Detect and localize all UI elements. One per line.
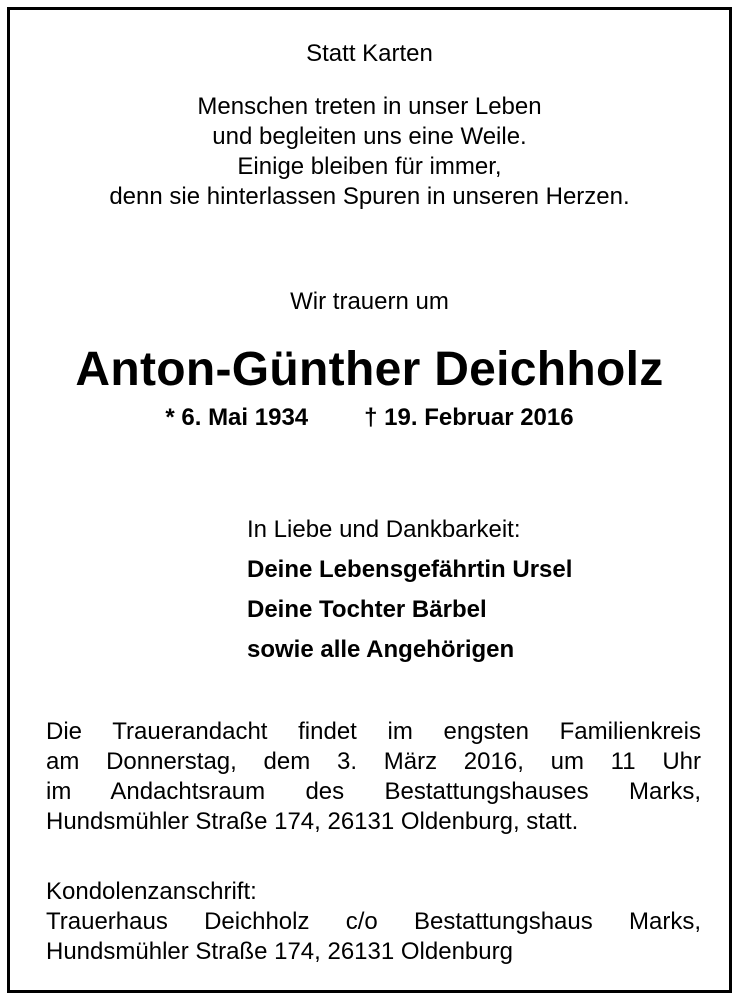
condolence-label: Kondolenzanschrift: bbox=[46, 878, 257, 905]
verse-line: Einige bleiben für immer, bbox=[237, 153, 502, 180]
intro-text: Wir trauern um bbox=[290, 288, 449, 315]
signer-name: Deine Lebensgefährtin Ursel bbox=[247, 556, 573, 583]
condolence-line: Hundsmühler Straße 174, 26131 Oldenburg bbox=[46, 938, 513, 965]
signer-name: Deine Tochter Bärbel bbox=[247, 596, 487, 623]
condolence-address bbox=[46, 877, 701, 967]
condolence-line: Trauerhaus Deichholz c/o Bestattungshaus Marks, bbox=[46, 908, 701, 935]
death-date: † 19. Februar 2016 bbox=[364, 404, 574, 431]
birth-date: * 6. Mai 1934 bbox=[165, 404, 309, 431]
service-line: am Donnerstag, dem 3. März 2016, um 11 Uhr bbox=[46, 748, 701, 775]
deceased-name: Anton-Günther Deichholz bbox=[75, 343, 664, 396]
service-line: Die Trauerandacht findet im engsten Familienkreis bbox=[46, 718, 701, 745]
life-dates bbox=[10, 403, 729, 433]
service-info bbox=[46, 717, 701, 837]
verse-line: Menschen treten in unser Leben bbox=[197, 93, 542, 120]
signoff-text: In Liebe und Dankbarkeit: bbox=[247, 516, 521, 543]
signer-name: sowie alle Angehörigen bbox=[247, 636, 515, 663]
verse-line: und begleiten uns eine Weile. bbox=[212, 123, 527, 150]
signers-block bbox=[247, 510, 572, 670]
service-line: im Andachtsraum des Bestattungshauses Marks, bbox=[46, 778, 701, 805]
service-line: Hundsmühler Straße 174, 26131 Oldenburg, statt. bbox=[46, 808, 579, 835]
verse-block bbox=[10, 92, 729, 212]
obituary-notice bbox=[7, 7, 732, 993]
verse-line: denn sie hinterlassen Spuren in unseren Herzen. bbox=[109, 183, 630, 210]
header-text: Statt Karten bbox=[306, 40, 433, 67]
